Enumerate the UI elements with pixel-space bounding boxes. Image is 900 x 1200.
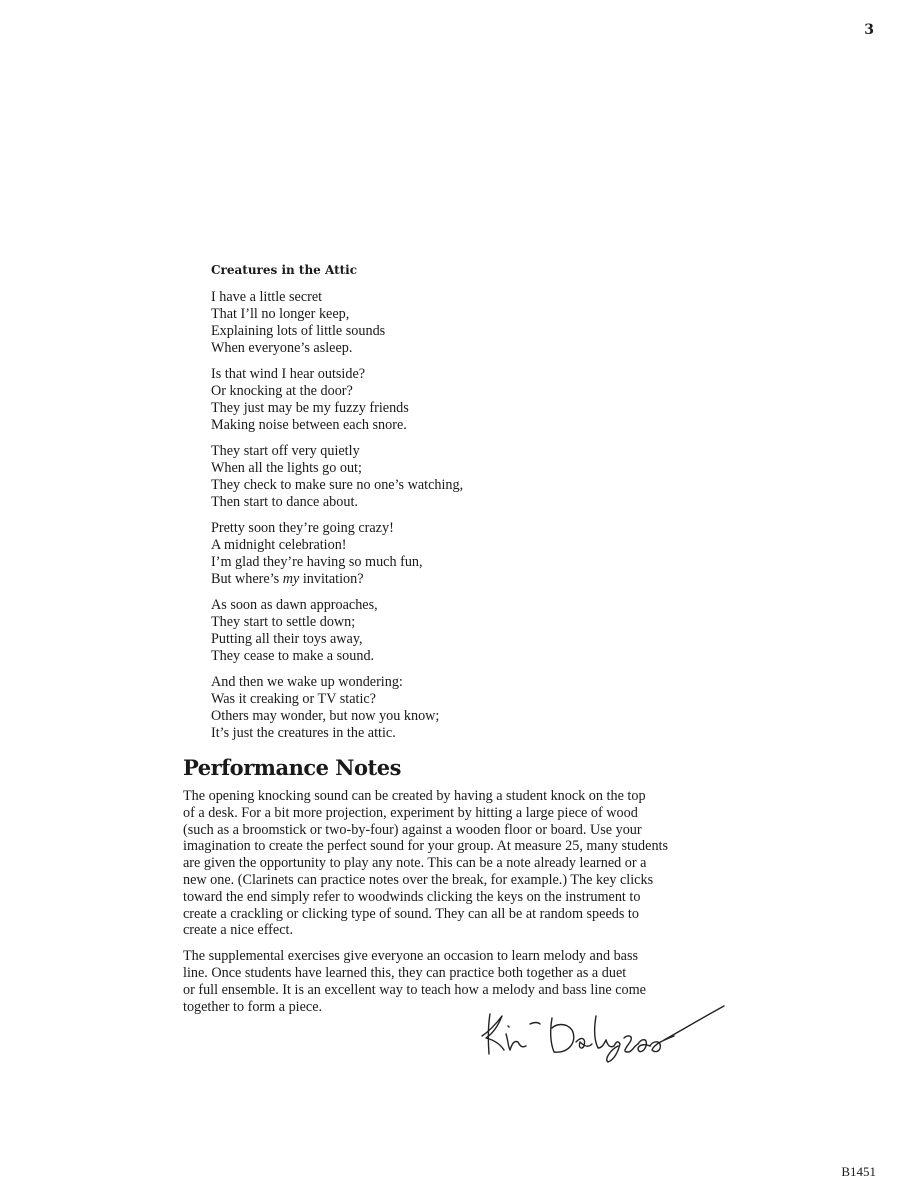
paragraph-line: are given the opportunity to play any note. This can be a note already learned or a [183, 855, 647, 872]
poem-line: I’m glad they’re having so much fun, [211, 554, 423, 570]
poem-line: Then start to dance about. [211, 494, 358, 510]
stanza-1 [211, 289, 731, 357]
invitation-emphasis: my [282, 571, 300, 587]
poem-line: When everyone’s asleep. [211, 340, 353, 356]
invitation-after: invitation? [299, 571, 364, 587]
poem-line: They check to make sure no one’s watching, [211, 477, 464, 493]
stanza-4 [211, 520, 731, 588]
paragraph-line: imagination to create the perfect sound for your group. At measure 25, many students [183, 838, 668, 855]
poem-line: They just may be my fuzzy friends [211, 400, 409, 416]
poem-line: They start off very quietly [211, 443, 360, 459]
poem-line: They cease to make a sound. [211, 648, 375, 664]
poem-line: As soon as dawn approaches, [211, 597, 378, 613]
page-number: 3 [864, 22, 874, 38]
poem-line: Was it creaking or TV static? [211, 691, 376, 707]
poem-line: Pretty soon they’re going crazy! [211, 520, 394, 536]
notes-paragraph-1 [183, 788, 743, 939]
catalog-code: B1451 [841, 1164, 876, 1179]
poem-line: I have a little secret [211, 289, 323, 305]
poem-line: When all the lights go out; [211, 460, 362, 476]
poem-line: Putting all their toys away, [211, 631, 363, 647]
paragraph-line: create a nice effect. [183, 922, 293, 939]
poem-title: Creatures in the Attic [211, 263, 358, 277]
paragraph-line: line. Once students have learned this, they can practice both together as a duet [183, 964, 627, 981]
paragraph-line: together to form a piece. [183, 998, 323, 1015]
paragraph-line: new one. (Clarinets can practice notes over the break, for example.) The key clicks [183, 871, 654, 888]
performance-notes [183, 754, 743, 1024]
poem-line: Others may wonder, but now you know; [211, 708, 440, 724]
paragraph-line: or full ensemble. It is an excellent way to teach how a melody and bass line come [183, 981, 646, 998]
stanza-6 [211, 674, 731, 742]
paragraph-line: create a crackling or clicking type of sound. They can all be at random speeds to [183, 905, 639, 922]
invitation-before: But where’s [211, 571, 283, 587]
notes-heading: Performance Notes [183, 755, 401, 780]
poem-line: Explaining lots of little sounds [211, 323, 386, 339]
stanza-3 [211, 443, 731, 511]
poem-line: That I’ll no longer keep, [211, 306, 350, 322]
poem-line: It’s just the creatures in the attic. [211, 725, 396, 741]
poem [211, 262, 731, 751]
poem-line: They start to settle down; [211, 614, 356, 630]
stanza-5 [211, 597, 731, 665]
paragraph-line: (such as a broomstick or two-by-four) against a wooden floor or board. Use your [183, 821, 642, 838]
poem-line: Making noise between each snore. [211, 417, 407, 433]
poem-line: A midnight celebration! [211, 537, 347, 553]
paragraph-line: toward the end simply refer to woodwinds clicking the keys on the instrument to [183, 888, 641, 905]
signature [478, 996, 728, 1066]
poem-line: Is that wind I hear outside? [211, 366, 366, 382]
paragraph-line: The supplemental exercises give everyone an occasion to learn melody and bass [183, 948, 639, 965]
poem-line: And then we wake up wondering: [211, 674, 403, 690]
poem-line: Or knocking at the door? [211, 383, 353, 399]
paragraph-line: of a desk. For a bit more projection, experiment by hitting a large piece of wood [183, 804, 638, 821]
paragraph-line: The opening knocking sound can be created by having a student knock on the top [183, 788, 646, 804]
poem-line-invitation [211, 571, 731, 588]
stanza-2 [211, 366, 731, 434]
